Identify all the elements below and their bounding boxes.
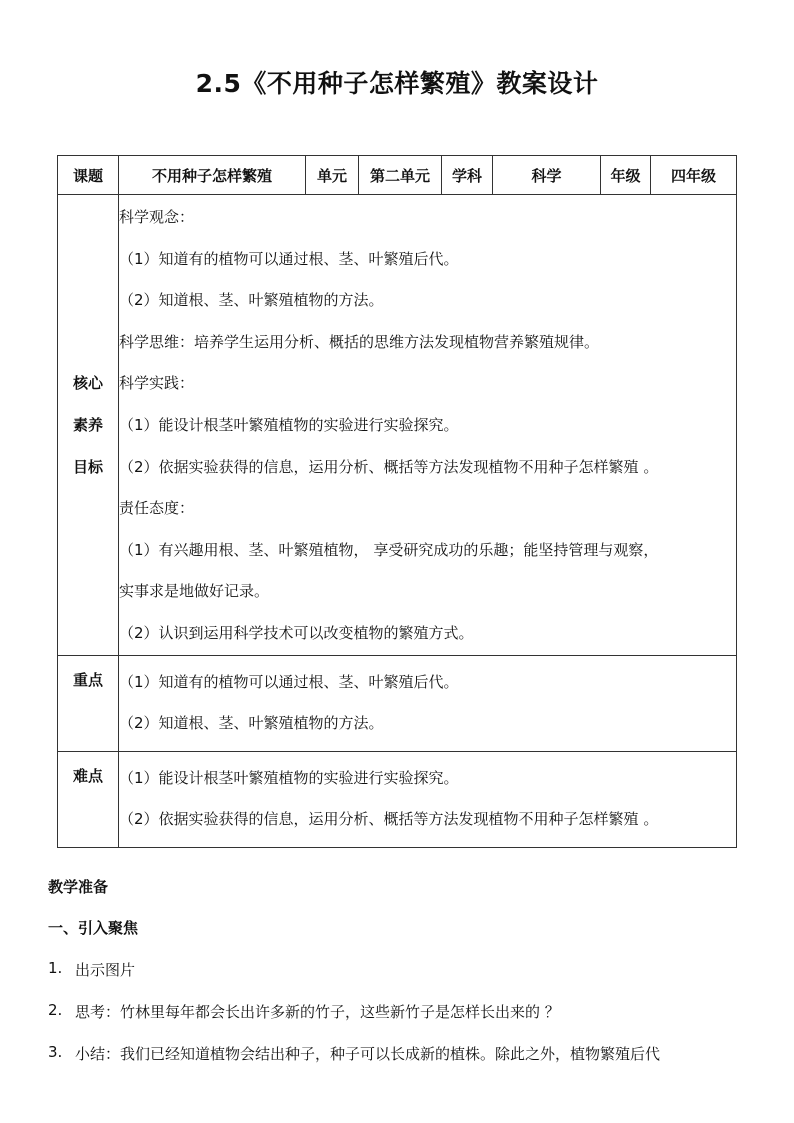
- key-point-line: （1）知道有的植物可以通过根、茎、叶繁殖后代。: [119, 673, 459, 692]
- core-goals-label-line: 核心: [72, 373, 103, 392]
- difficult-points-row: [58, 751, 737, 847]
- core-line: （2）认识到运用科学技术可以改变植物的繁殖方式。: [119, 623, 474, 642]
- grade-label: 年级: [601, 156, 651, 195]
- core-line: 科学实践：: [119, 374, 195, 393]
- core-line: （1）有兴趣用根、茎、叶繁殖植物， 享受研究成功的乐趣；能坚持管理与观察，: [119, 540, 659, 559]
- unit-value: 第二单元: [359, 156, 442, 195]
- intro-heading: 一、引入聚焦: [48, 919, 139, 937]
- core-line: （2）知道根、茎、叶繁殖植物的方法。: [119, 291, 384, 310]
- core-goals-label: [58, 195, 119, 656]
- header-row: [58, 156, 737, 195]
- key-points-row: [58, 655, 737, 751]
- core-goals-row: [58, 195, 737, 656]
- core-line: 责任态度：: [119, 499, 195, 518]
- core-goals-content: [119, 195, 737, 656]
- difficult-point-line: （2）依据实验获得的信息，运用分析、概括等方法发现植物不用种子怎样繁殖 。: [119, 810, 659, 829]
- course-value: 不用种子怎样繁殖: [119, 156, 306, 195]
- core-line: 实事求是地做好记录。: [119, 582, 270, 601]
- list-text: 小结：我们已经知道植物会结出种子，种子可以长成新的植株。除此之外，植物繁殖后代: [75, 1045, 661, 1063]
- list-text: 出示图片: [75, 961, 136, 979]
- core-line: （1）能设计根茎叶繁殖植物的实验进行实验探究。: [119, 415, 459, 434]
- grade-value: 四年级: [651, 156, 737, 195]
- core-line: 科学观念：: [119, 208, 195, 226]
- key-points-content: [119, 655, 737, 751]
- intro-item-1: [48, 959, 748, 980]
- list-text: 思考：竹林里每年都会长出许多新的竹子，这些新竹子是怎样长出来的 ？: [75, 1003, 560, 1021]
- course-label: 课题: [58, 156, 119, 195]
- core-line: 科学思维：培养学生运用分析、概括的思维方法发现植物营养繁殖规律。: [119, 332, 600, 351]
- list-number: 3.: [48, 1043, 63, 1061]
- teaching-prep-heading: 教学准备: [48, 878, 109, 896]
- subject-label: 学科: [442, 156, 493, 195]
- core-goals-label-line: 目标: [72, 457, 103, 476]
- core-goals-label-line: 素养: [72, 415, 103, 434]
- intro-section: [48, 917, 748, 938]
- document-title: 2.5《不用种子怎样繁殖》教案设计: [195, 69, 599, 98]
- teaching-prep-section: [48, 876, 748, 897]
- difficult-points-content: [119, 751, 737, 847]
- list-number: 2.: [48, 1001, 63, 1019]
- difficult-points-label: 难点: [58, 751, 119, 847]
- lesson-plan-table: [57, 155, 737, 848]
- list-number: 1.: [48, 959, 63, 977]
- key-point-line: （2）知道根、茎、叶繁殖植物的方法。: [119, 714, 384, 733]
- core-line: （1）知道有的植物可以通过根、茎、叶繁殖后代。: [119, 249, 459, 268]
- intro-item-3: [48, 1043, 748, 1064]
- key-points-label: 重点: [58, 655, 119, 751]
- difficult-point-line: （1）能设计根茎叶繁殖植物的实验进行实验探究。: [119, 769, 459, 788]
- subject-value: 科学: [493, 156, 601, 195]
- unit-label: 单元: [306, 156, 359, 195]
- intro-item-2: [48, 1001, 748, 1022]
- core-line: （2）依据实验获得的信息，运用分析、概括等方法发现植物不用种子怎样繁殖 。: [119, 457, 659, 476]
